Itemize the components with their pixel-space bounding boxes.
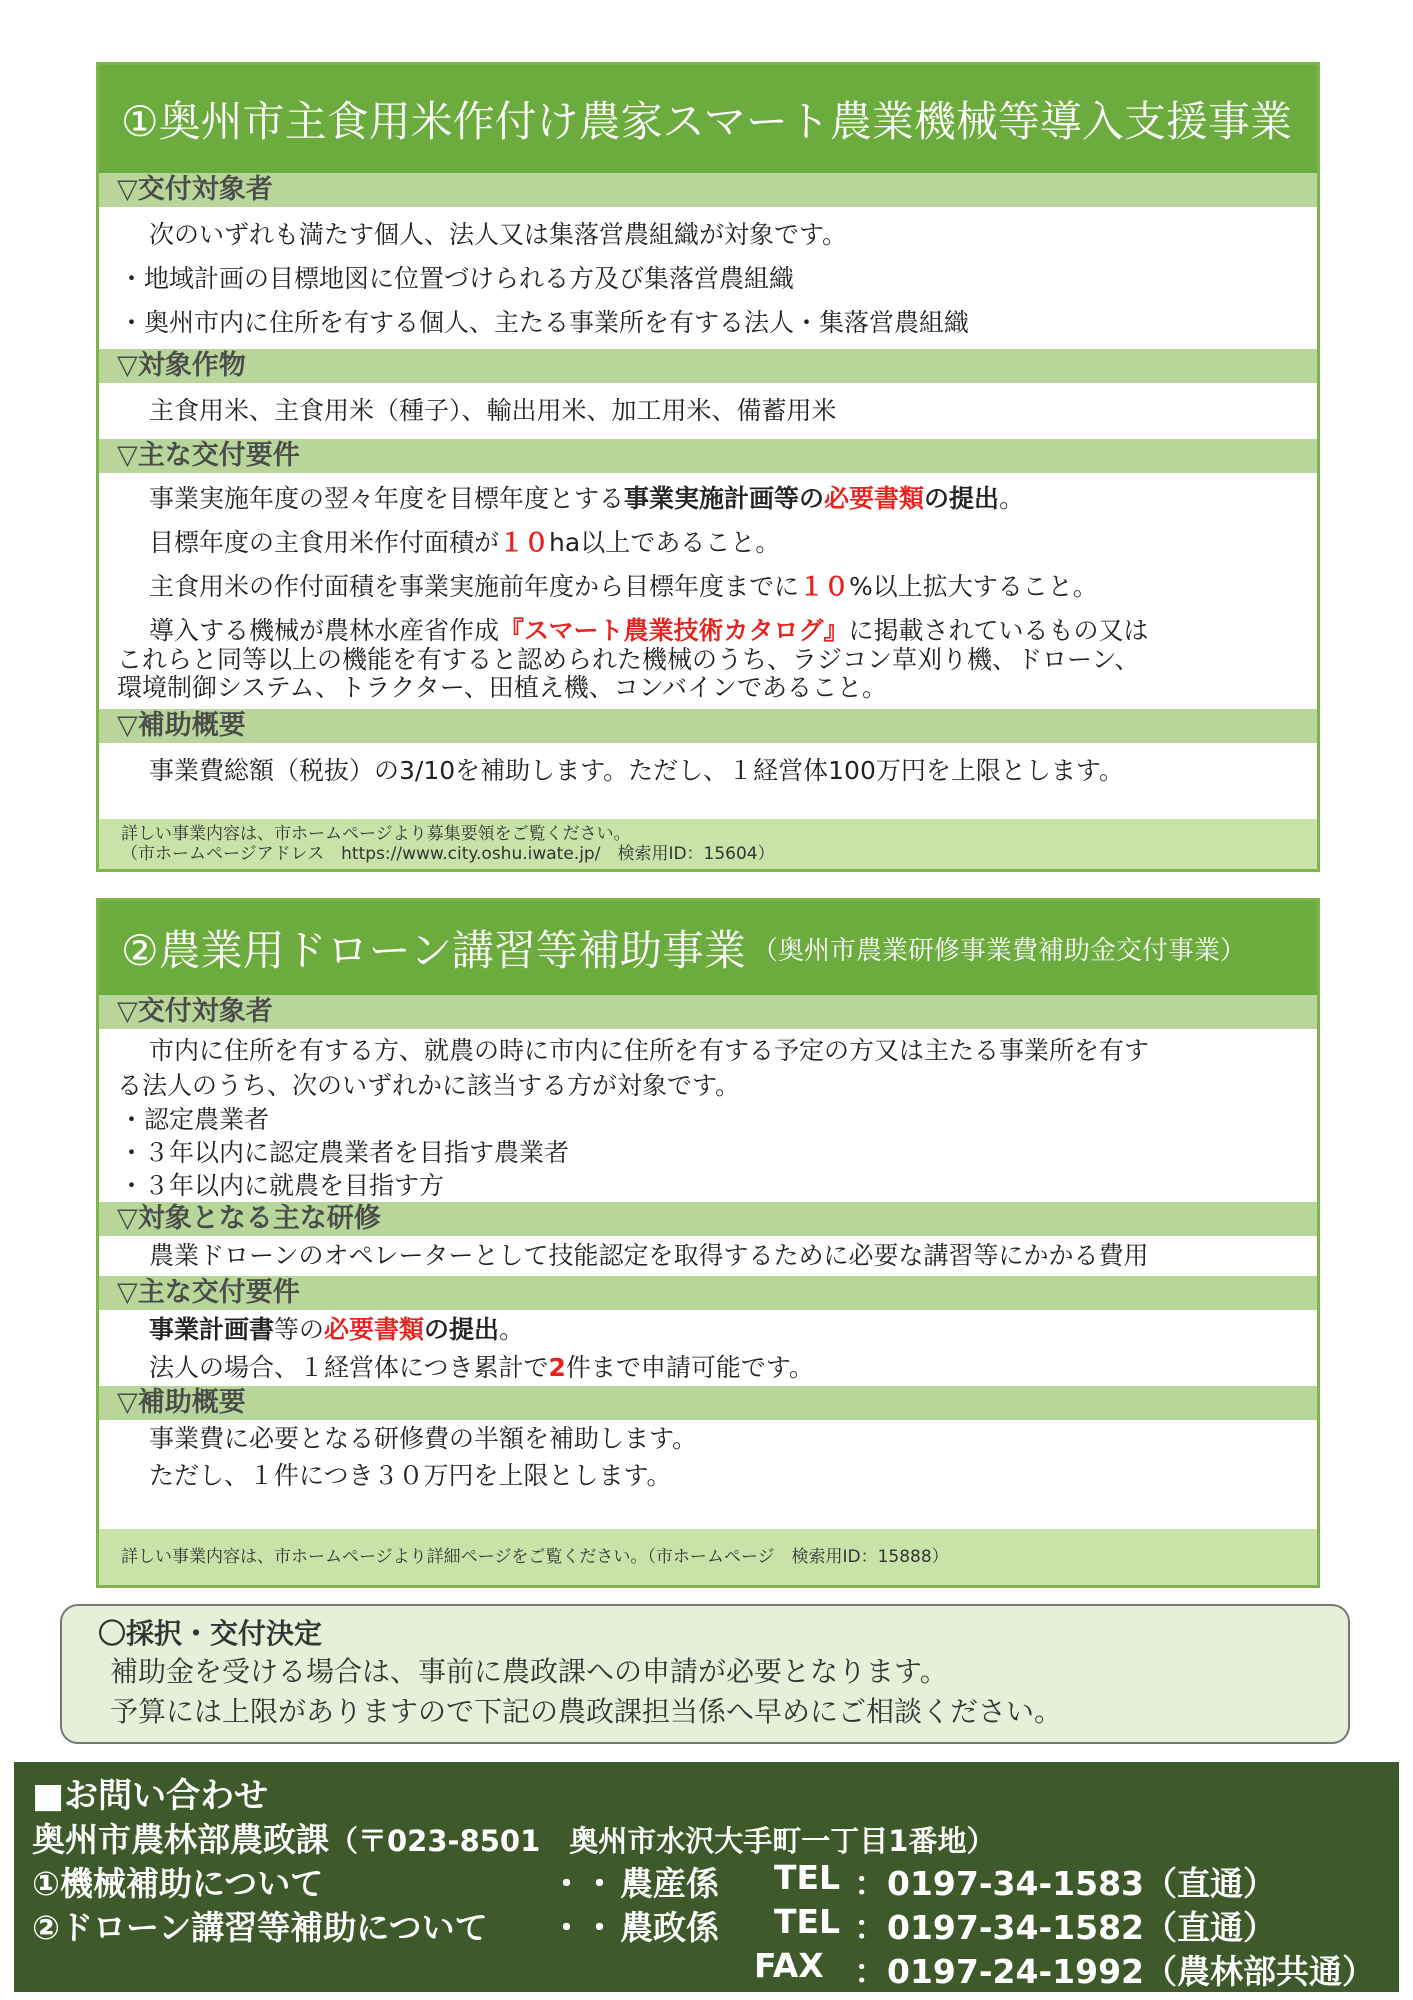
section1-eligibility-line: 次のいずれも満たす個人、法人又は集落営農組織が対象です。 [149, 220, 848, 249]
contact-heading: ■お問い合わせ [32, 1776, 269, 1816]
contact-row2-label: ②ドローン講習等補助について [32, 1908, 488, 1947]
contact-row2-tel-label: TEL [774, 1902, 841, 1941]
section2-training-heading: ▽対象となる主な研修 [99, 1202, 1317, 1236]
contact-panel [14, 1762, 1399, 1992]
section2-eligibility-item: ・認定農業者 [119, 1105, 270, 1134]
adoption-line: 予算には上限がありますので下記の農政課担当係へ早めにご相談ください。 [110, 1695, 1063, 1728]
requirement-text: 件まで申請可能です。 [565, 1353, 814, 1382]
section2-requirement-1 [99, 1310, 1317, 1350]
contact-row1-tel[interactable]: ：0197-34-1583（直通） [854, 1864, 1277, 1903]
section2-training-text: 農業ドローンのオペレーターとして技能認定を取得するために必要な講習等にかかる費用 [149, 1241, 1149, 1270]
catalog-highlight: 『スマート農業技術カタログ』 [499, 616, 849, 645]
section2-eligibility-heading: ▽交付対象者 [99, 995, 1317, 1029]
footer-line: 詳しい事業内容は、市ホームページより募集要領をご覧ください。 [121, 824, 631, 844]
required-documents-highlight: 必要書類 [324, 1315, 425, 1344]
section2-subsidy-heading: ▽補助概要 [99, 1386, 1317, 1420]
requirement-text: に掲載されているもの又は [848, 616, 1149, 645]
section2-title-main: ②農業用ドローン講習等補助事業 [121, 926, 746, 975]
section1-eligibility-line: ・奥州市内に住所を有する個人、主たる事業所を有する法人・集落営農組織 [119, 308, 970, 337]
section2-requirement-2 [99, 1350, 1317, 1386]
contact-fax-label: FAX [754, 1946, 824, 1985]
contact-row2-tel[interactable]: ：0197-34-1582（直通） [854, 1908, 1277, 1947]
contact-row1-dots: ・・・ [550, 1864, 649, 1903]
required-documents-highlight: 必要書類 [824, 484, 925, 513]
adoption-line: 補助金を受ける場合は、事前に農政課への申請が必要となります。 [110, 1655, 948, 1688]
adoption-heading: 〇採択・交付決定 [98, 1617, 323, 1650]
requirement-text: ha以上であること。 [549, 528, 781, 557]
requirement-bold: の提出 [924, 484, 1000, 513]
contact-row2-dots: ・・・ [550, 1908, 649, 1947]
section1-title: ①奥州市主食用米作付け農家スマート農業機械等導入支援事業 [99, 65, 1317, 173]
section1-crops-text: 主食用米、主食用米（種子）、輸出用米、加工用米、備蓄用米 [149, 396, 837, 425]
section1-subsidy-text: 事業費総額（税抜）の3/10を補助します。ただし、１経営体100万円を上限とします。 [149, 756, 1124, 785]
requirement-text: 法人の場合、１経営体につき累計で [149, 1353, 549, 1382]
section1-requirement-4-cont: 環境制御システム、トラクター、田植え機、コンバインであること。 [117, 673, 888, 702]
section2-footer: 詳しい事業内容は、市ホームページより詳細ページをご覧ください。（市ホームページ 検索用ID：15888） [99, 1529, 1317, 1585]
contact-row1-section: 農産係 [620, 1864, 719, 1903]
section2-title-sub: （奥州市農業研修事業費補助金交付事業） [751, 935, 1246, 966]
requirement-text: 。 [999, 484, 1025, 513]
contact-row1-label: ①機械補助について [32, 1864, 324, 1903]
footer-line: （市ホームページアドレス https://www.city.oshu.iwate.jp/ 検索用ID：15604） [121, 844, 775, 864]
section1-requirements-heading: ▽主な交付要件 [99, 439, 1317, 473]
section1-footer [99, 819, 1317, 869]
requirement-text: 。 [499, 1315, 525, 1344]
section2-requirements-heading: ▽主な交付要件 [99, 1276, 1317, 1310]
section2-eligibility-line: る法人のうち、次のいずれかに該当する方が対象です。 [117, 1071, 741, 1100]
section1-requirement-4 [99, 615, 1317, 647]
section2-title [99, 901, 1317, 995]
section2-eligibility-item: ・３年以内に就農を目指す方 [119, 1171, 445, 1200]
contact-dept [32, 1814, 995, 1861]
count-highlight: 2 [548, 1353, 566, 1382]
area-highlight: １０ [499, 528, 550, 557]
percent-highlight: １０ [799, 572, 850, 601]
contact-row1-tel-label: TEL [774, 1858, 841, 1897]
requirement-text: 事業実施年度の翌々年度を目標年度とする [149, 484, 625, 513]
section1-requirement-1 [99, 477, 1317, 521]
dept-name: 奥州市農林部農政課 [32, 1820, 329, 1859]
requirement-bold: 事業実施計画等の [624, 484, 825, 513]
section2-eligibility-line: 市内に住所を有する方、就農の時に市内に住所を有する予定の方又は主たる事業所を有す [149, 1036, 1150, 1065]
section1-eligibility-heading: ▽交付対象者 [99, 173, 1317, 207]
section2-subsidy-line: ただし、１件につき３０万円を上限とします。 [149, 1461, 672, 1490]
contact-fax[interactable]: ：0197-24-1992（農林部共通） [854, 1952, 1376, 1991]
requirement-text: 目標年度の主食用米作付面積が [149, 528, 500, 557]
section1-crops-heading: ▽対象作物 [99, 349, 1317, 383]
adoption-notice [60, 1604, 1350, 1744]
requirement-text: 主食用米の作付面積を事業実施前年度から目標年度までに [149, 572, 800, 601]
contact-row2-section: 農政係 [620, 1908, 719, 1947]
section1-requirement-3 [99, 565, 1317, 609]
section2-eligibility-item: ・３年以内に認定農業者を目指す農業者 [119, 1138, 570, 1167]
section1-requirement-4-cont: これらと同等以上の機能を有すると認められた機械のうち、ラジコン草刈り機、ドローン、 [117, 645, 1140, 674]
section1-box [96, 62, 1320, 872]
requirement-text: %以上拡大すること。 [849, 572, 1098, 601]
section1-requirement-2 [99, 521, 1317, 565]
requirement-bold: 事業計画書 [149, 1315, 275, 1344]
section1-subsidy-heading: ▽補助概要 [99, 709, 1317, 743]
section2-subsidy-line: 事業費に必要となる研修費の半額を補助します。 [149, 1424, 698, 1453]
requirement-text: 導入する機械が農林水産省作成 [149, 616, 500, 645]
requirement-bold: の提出 [424, 1315, 500, 1344]
requirement-text: 等の [274, 1315, 325, 1344]
section2-box [96, 898, 1320, 1588]
section1-eligibility-line: ・地域計画の目標地図に位置づけられる方及び集落営農組織 [119, 264, 795, 293]
dept-address: （〒023-8501 奥州市水沢大手町一丁目1番地） [329, 1824, 996, 1858]
